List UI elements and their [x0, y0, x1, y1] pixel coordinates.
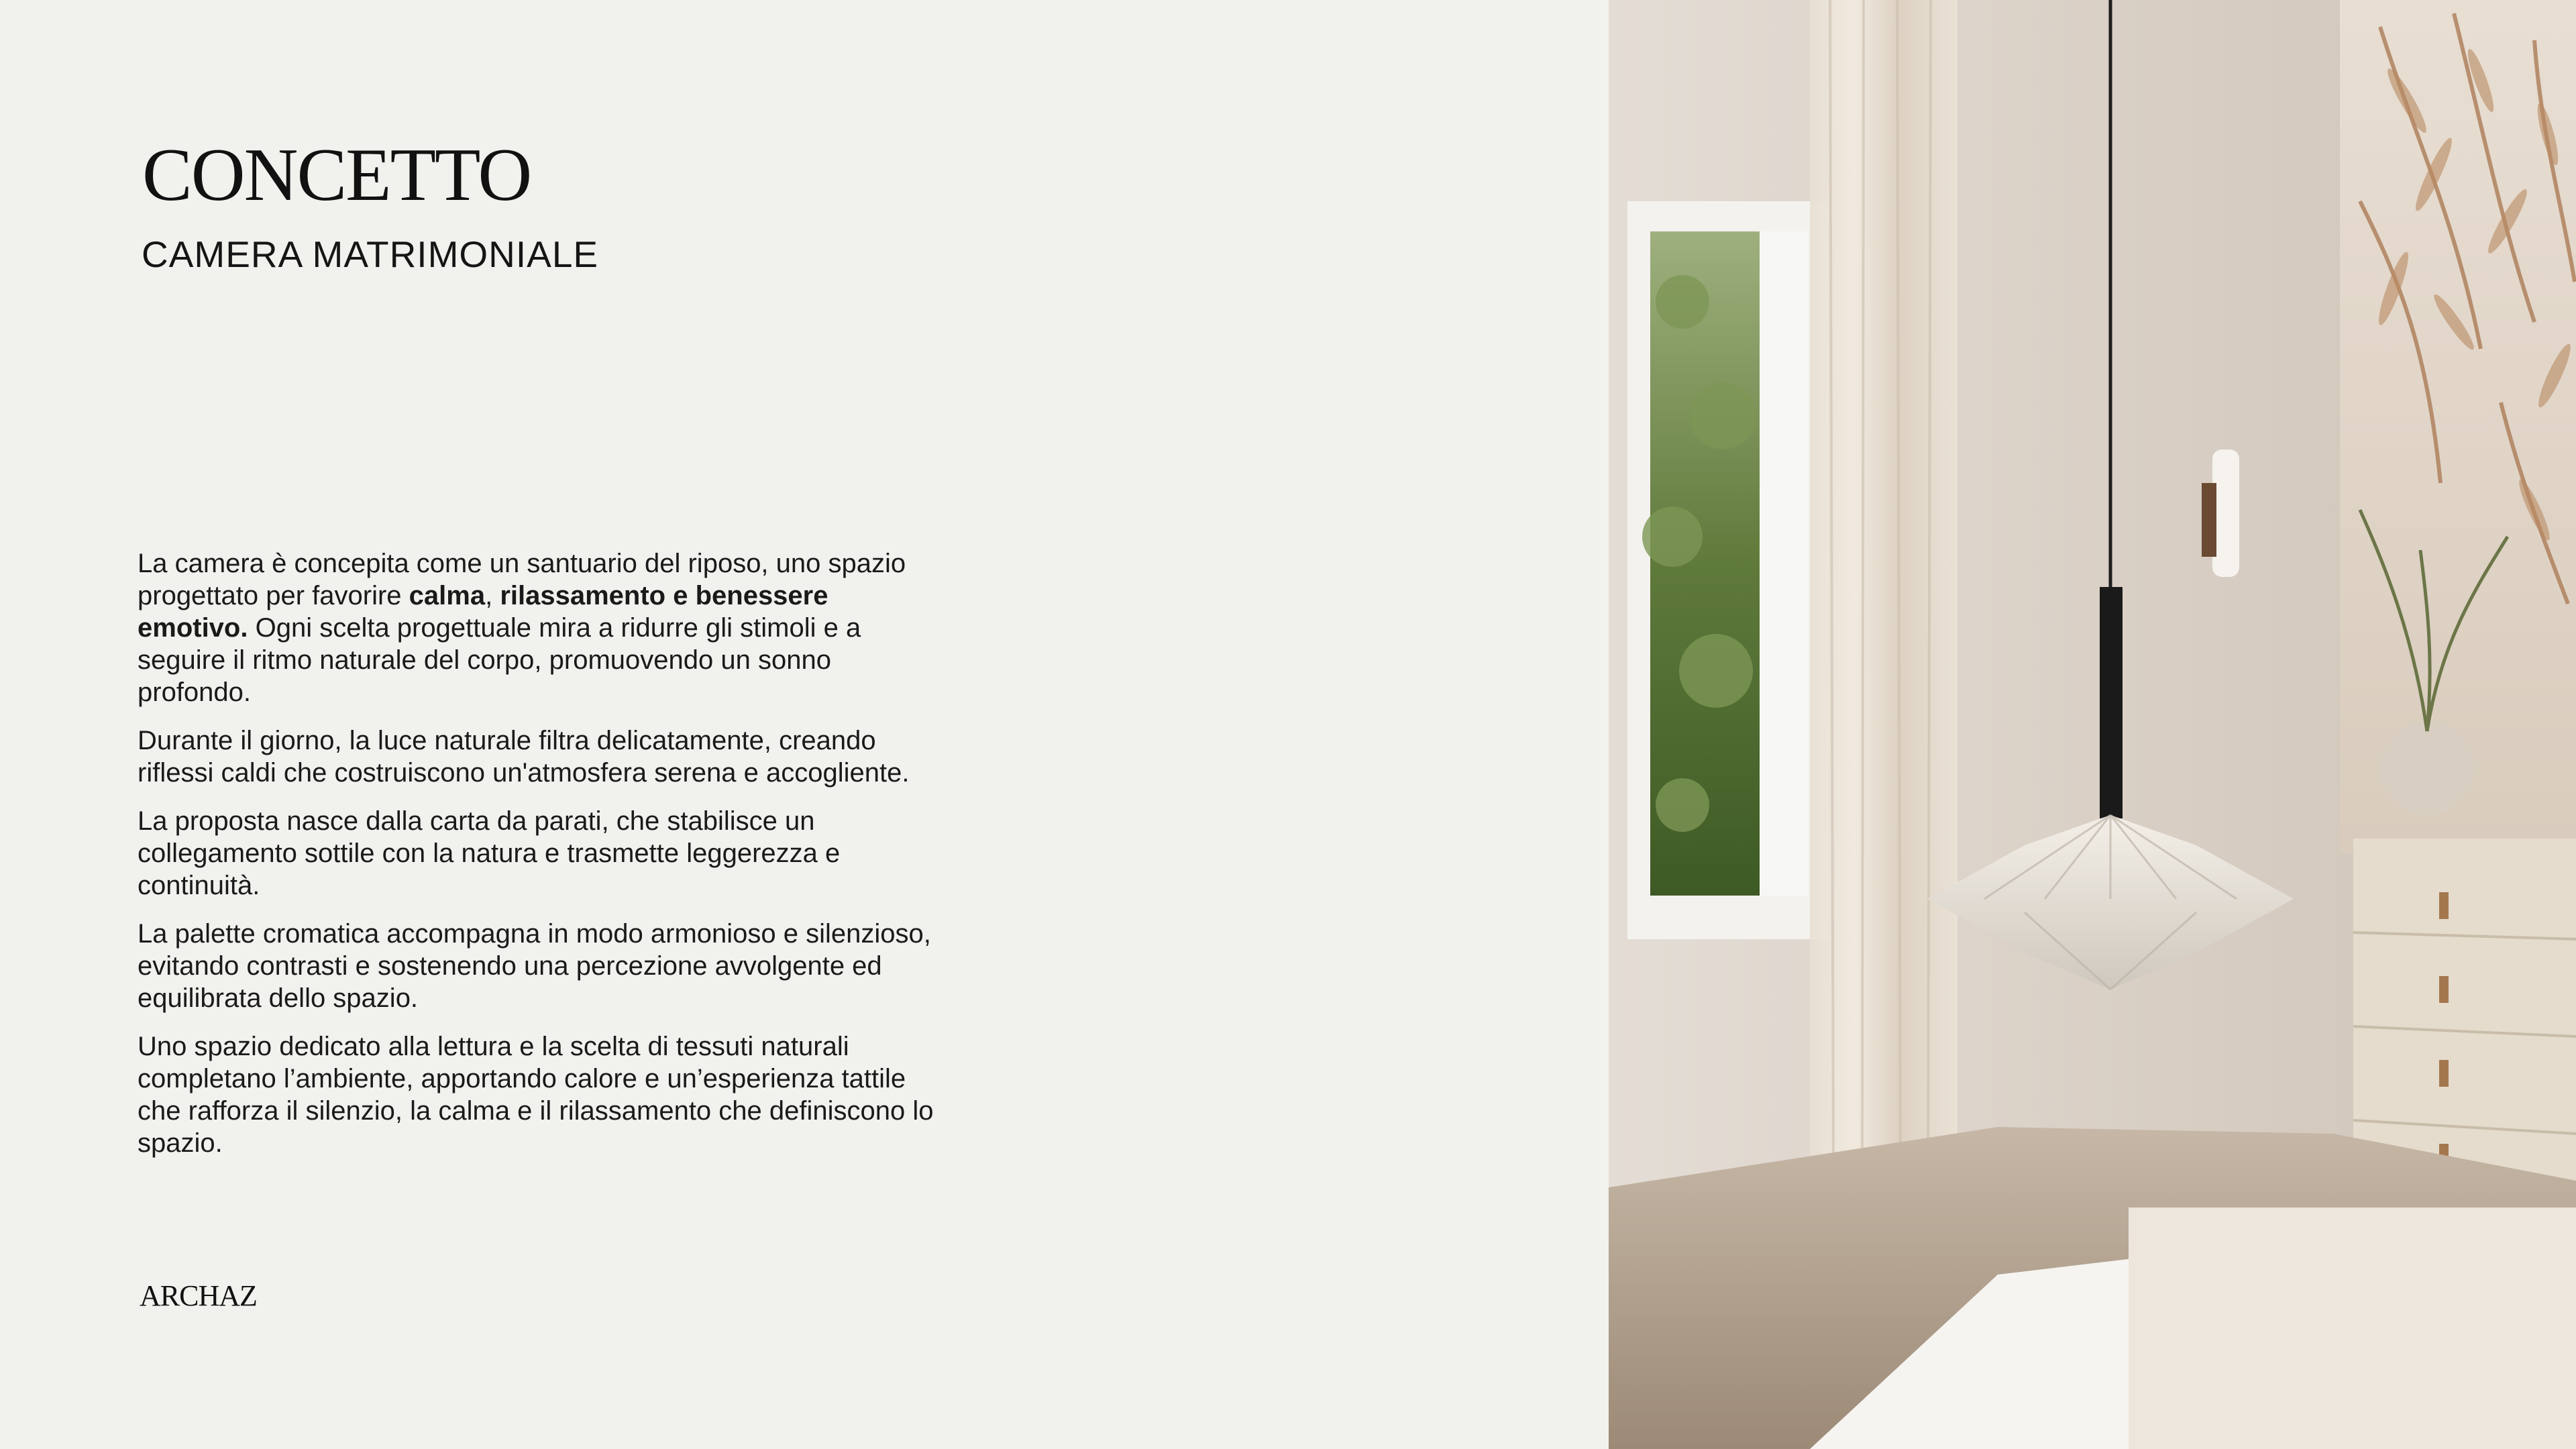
bedroom-photo [1609, 0, 2576, 1449]
brand-logo: ARCHAZ [140, 1279, 257, 1312]
page-title: CONCETTO [142, 133, 531, 217]
paragraph-1-separator: , [485, 581, 500, 610]
paragraph-1 [138, 547, 943, 708]
paragraph-3: La proposta nasce dalla carta da parati, che stabilisce un collegamento sottile con la natura e trasmette leggerezza e continuità. [138, 806, 841, 900]
paragraph-1-bold-calma: calma [409, 581, 486, 610]
paragraph-1-text-b: Ogni scelta progettuale mira a ridurre gli stimoli e a seguire il ritmo naturale del corpo, promuovendo un sonno profondo. [138, 613, 861, 707]
vase [2380, 721, 2474, 815]
page-subtitle: CAMERA MATRIMONIALE [142, 233, 599, 275]
paragraph-1-bold-rilassamento: rilassamento e benessere emotivo. [138, 581, 828, 643]
paragraph-4: La palette cromatica accompagna in modo armonioso e silenzioso, evitando contrasti e sostenendo una percezione avvolgente ed equilibrata dello spazio. [138, 919, 931, 1013]
bench [2129, 1208, 2576, 1449]
description-text [138, 547, 943, 1175]
paragraph-5: Uno spazio dedicato alla lettura e la scelta di tessuti naturali completano l’ambiente, apportando calore e un’esperienza tattile che rafforza il silenzio, la calma e il rilassamento che definiscono lo spazio. [138, 1032, 934, 1158]
lamp-stem [2100, 587, 2123, 818]
paragraph-1-text-a: La camera è concepita come un santuario del riposo, uno spazio progettato per favorire [138, 549, 906, 610]
paragraph-2: Durante il giorno, la luce naturale filtra delicatamente, creando riflessi caldi che costruiscono un'atmosfera serena e accogliente. [138, 726, 910, 788]
